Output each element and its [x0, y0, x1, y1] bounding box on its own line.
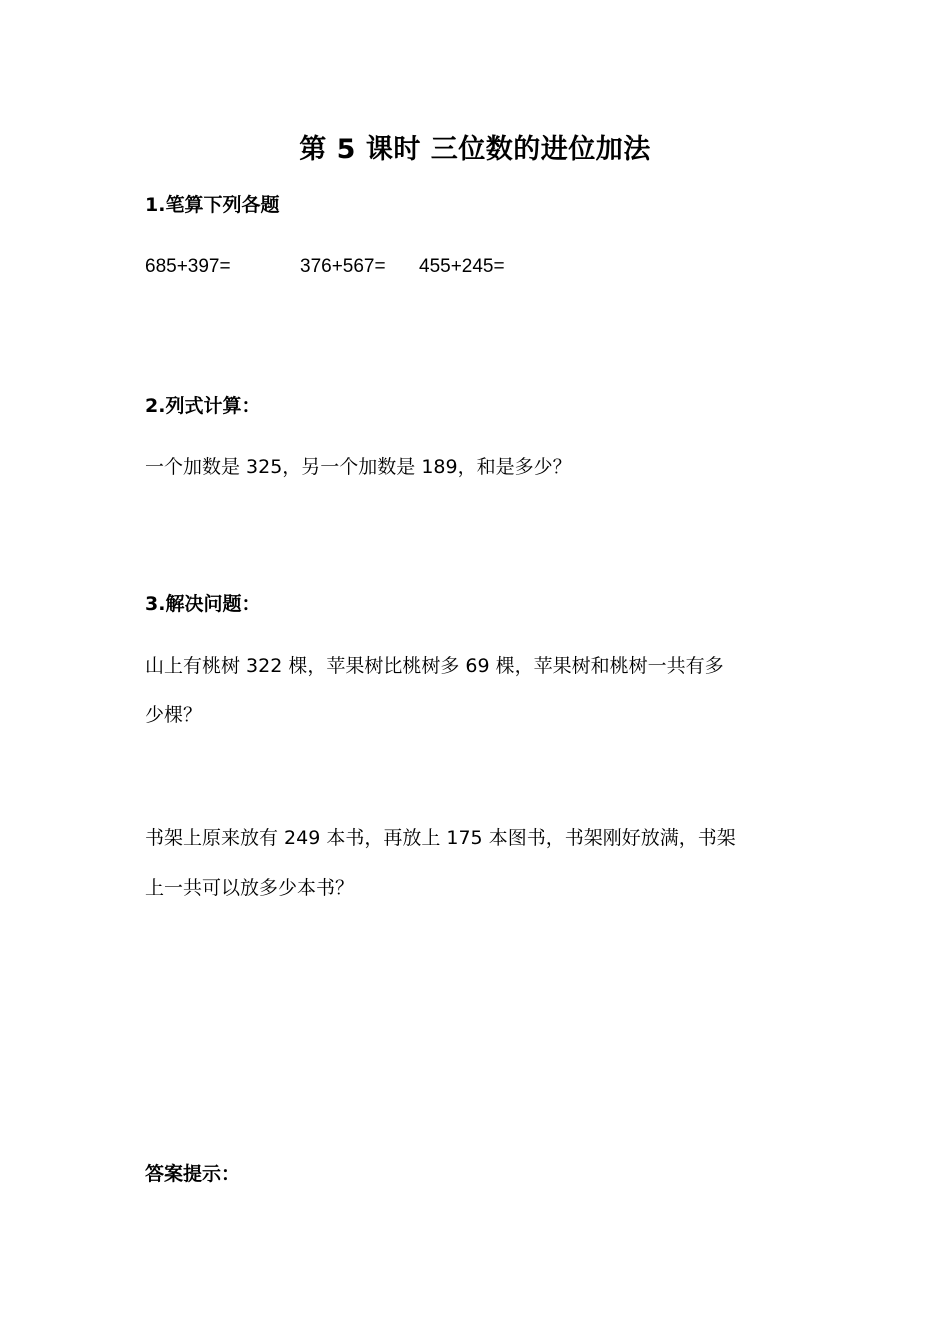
section-3-heading: 3.解决问题： [145, 593, 261, 615]
section-2-heading: 2.列式计算： [145, 395, 261, 417]
problem-2-line-1: 书架上原来放有 249 本书，再放上 175 本图书，书架刚好放满，书架 [145, 827, 736, 849]
problem-1-line-2: 少棵？ [145, 704, 203, 726]
page-title: 第 5 课时 三位数的进位加法 [299, 134, 651, 165]
section-1-heading: 1.笔算下列各题 [145, 194, 280, 216]
equation-1: 685+397= [145, 256, 231, 277]
section-2-question: 一个加数是 325，另一个加数是 189，和是多少？ [145, 456, 572, 478]
problem-2-line-2: 上一共可以放多少本书？ [145, 877, 355, 899]
answers-heading: 答案提示： [145, 1163, 241, 1185]
problem-1-line-1: 山上有桃树 322 棵，苹果树比桃树多 69 棵，苹果树和桃树一共有多 [145, 655, 724, 677]
equation-2: 376+567= [300, 256, 386, 277]
equation-3: 455+245= [419, 256, 505, 277]
